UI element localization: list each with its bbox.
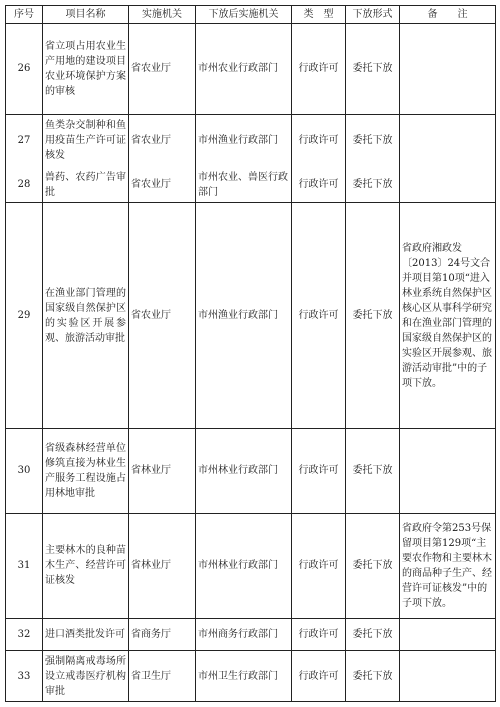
row-number: 30 xyxy=(6,429,43,513)
note: 省政府令第253号保留项目第129项“主要农作物和主要林木的商品种子生产、经营许可证核发”中的子项下放。 xyxy=(400,513,496,618)
note xyxy=(400,114,496,167)
type: 行政许可 xyxy=(292,429,346,513)
after-agency: 市州林业行政部门 xyxy=(196,429,292,513)
after-agency: 市州渔业行政部门 xyxy=(196,202,292,428)
note xyxy=(400,651,496,702)
form: 委托下放 xyxy=(346,114,400,167)
header-after-agency: 下放后实施机关 xyxy=(196,6,292,24)
form: 委托下放 xyxy=(346,202,400,428)
item-name: 进口酒类批发许可 xyxy=(43,618,129,651)
after-agency: 市州渔业行政部门 xyxy=(196,114,292,167)
type: 行政许可 xyxy=(292,114,346,167)
type: 行政许可 xyxy=(292,513,346,618)
form: 委托下放 xyxy=(346,24,400,115)
table-row xyxy=(6,513,496,618)
agency: 省农业厅 xyxy=(129,114,196,167)
type: 行政许可 xyxy=(292,167,346,202)
header-agency: 实施机关 xyxy=(129,6,196,24)
item-name: 省立项占用农业生产用地的建设项目农业环境保护方案的审核 xyxy=(43,24,129,115)
agency: 省商务厅 xyxy=(129,618,196,651)
form: 委托下放 xyxy=(346,429,400,513)
header-no: 序号 xyxy=(6,6,43,24)
table-header-row xyxy=(6,6,496,24)
table-row xyxy=(6,167,496,202)
item-name: 强制隔离戒毒场所设立戒毒医疗机构审批 xyxy=(43,651,129,702)
agency: 省林业厅 xyxy=(129,513,196,618)
note xyxy=(400,24,496,115)
note xyxy=(400,618,496,651)
header-form: 下放形式 xyxy=(346,6,400,24)
after-agency: 市州林业行政部门 xyxy=(196,513,292,618)
row-number: 27 xyxy=(6,114,43,167)
item-name: 鱼类杂交制种和鱼用疫苗生产许可证核发 xyxy=(43,114,129,167)
form: 委托下放 xyxy=(346,651,400,702)
item-name: 主要林木的良种苗木生产、经营许可证核发 xyxy=(43,513,129,618)
type: 行政许可 xyxy=(292,24,346,115)
decentralization-table xyxy=(5,5,496,702)
note: 省政府湘政发〔2013〕24号文合并项目第10项“进入林业系统自然保护区核心区从事科学研究和在渔业部门管理的国家级自然保护区的实验区开展参观、旅游活动审批”中的子项下放。 xyxy=(400,202,496,428)
note xyxy=(400,167,496,202)
after-agency: 市州农业行政部门 xyxy=(196,24,292,115)
row-number: 32 xyxy=(6,618,43,651)
row-number: 29 xyxy=(6,202,43,428)
header-name: 项目名称 xyxy=(43,6,129,24)
form: 委托下放 xyxy=(346,167,400,202)
type: 行政许可 xyxy=(292,618,346,651)
type: 行政许可 xyxy=(292,202,346,428)
after-agency: 市州农业、兽医行政部门 xyxy=(196,167,292,202)
agency: 省农业厅 xyxy=(129,202,196,428)
after-agency: 市州商务行政部门 xyxy=(196,618,292,651)
agency: 省农业厅 xyxy=(129,24,196,115)
table-row xyxy=(6,429,496,513)
type: 行政许可 xyxy=(292,651,346,702)
after-agency: 市州卫生行政部门 xyxy=(196,651,292,702)
table-row xyxy=(6,114,496,167)
note xyxy=(400,429,496,513)
agency: 省农业厅 xyxy=(129,167,196,202)
row-number: 26 xyxy=(6,24,43,115)
table-row xyxy=(6,651,496,702)
agency: 省卫生厅 xyxy=(129,651,196,702)
form: 委托下放 xyxy=(346,513,400,618)
table-row xyxy=(6,618,496,651)
item-name: 兽药、农药广告审批 xyxy=(43,167,129,202)
row-number: 33 xyxy=(6,651,43,702)
row-number: 28 xyxy=(6,167,43,202)
form: 委托下放 xyxy=(346,618,400,651)
agency: 省林业厅 xyxy=(129,429,196,513)
row-number: 31 xyxy=(6,513,43,618)
header-type: 类 型 xyxy=(292,6,346,24)
table-row xyxy=(6,24,496,115)
table-row xyxy=(6,202,496,428)
item-name: 省级森林经营单位修筑直接为林业生产服务工程设施占用林地审批 xyxy=(43,429,129,513)
header-note: 备 注 xyxy=(400,6,496,24)
item-name: 在渔业部门管理的国家级自然保护区的实验区开展参观、旅游活动审批 xyxy=(43,202,129,428)
